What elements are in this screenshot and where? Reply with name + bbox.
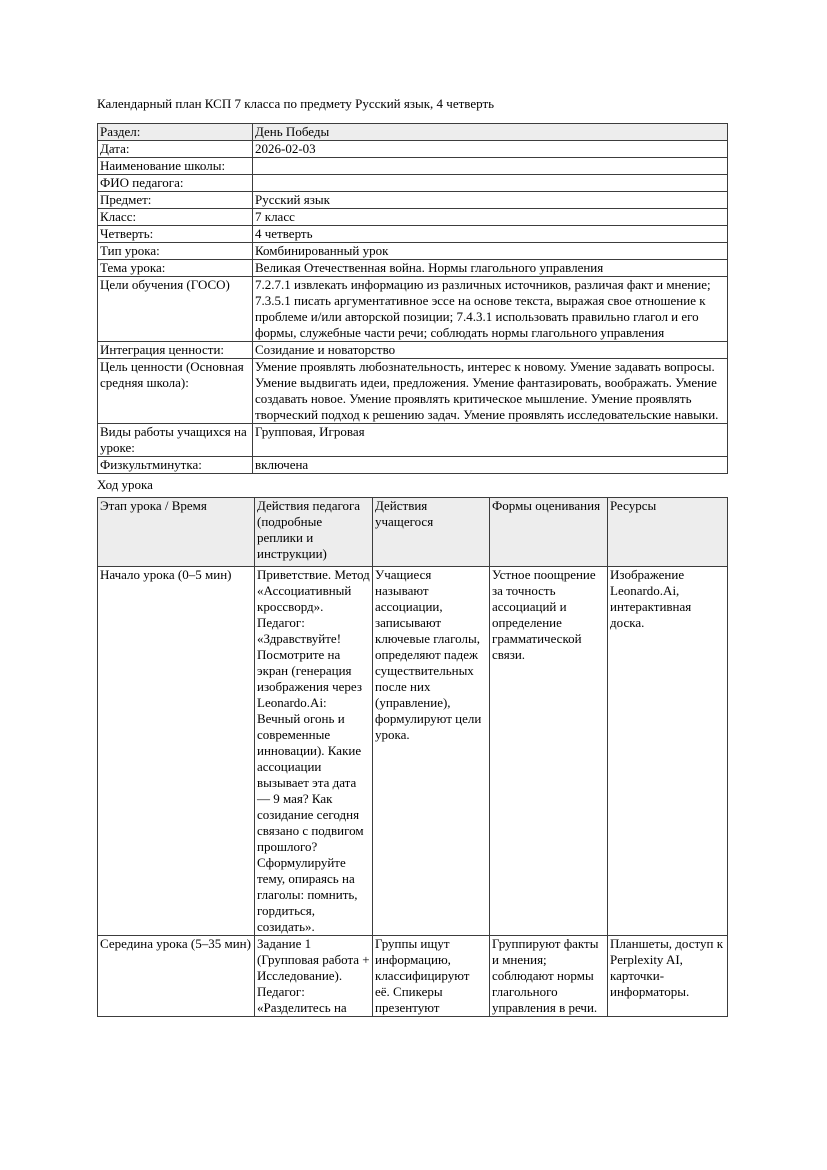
table-row [98, 209, 728, 226]
row-value: Созидание и новаторство [253, 342, 728, 359]
teacher-actions-cell: Задание 1 (Групповая работа + Исследование). Педагог: «Разделитесь на [255, 936, 373, 1017]
table-row [98, 936, 728, 1017]
row-label: Тип урока: [98, 243, 253, 260]
table-row [98, 457, 728, 474]
stage-cell: Середина урока (5–35 мин) [98, 936, 255, 1017]
row-value: 2026-02-03 [253, 141, 728, 158]
row-label: Дата: [98, 141, 253, 158]
row-label: Раздел: [98, 124, 253, 141]
table-row [98, 141, 728, 158]
row-label: Наименование школы: [98, 158, 253, 175]
row-label: Цели обучения (ГОСО) [98, 277, 253, 342]
row-label: Виды работы учащихся на уроке: [98, 424, 253, 457]
row-value: Групповая, Игровая [253, 424, 728, 457]
row-label: Цель ценности (Основная средняя школа): [98, 359, 253, 424]
row-label: ФИО педагога: [98, 175, 253, 192]
row-value: Русский язык [253, 192, 728, 209]
header-cell-stage: Этап урока / Время [98, 498, 255, 567]
row-value: Комбинированный урок [253, 243, 728, 260]
row-value [253, 175, 728, 192]
row-label: Четверть: [98, 226, 253, 243]
row-value: День Победы [253, 124, 728, 141]
table-row [98, 567, 728, 936]
row-label: Тема урока: [98, 260, 253, 277]
document-content [97, 96, 727, 1017]
row-value: 7.2.7.1 извлекать информацию из различных источников, различая факт и мнение; 7.3.5.1 писать аргументативное эссе на основе текста, выражая свое отношение к проблеме и/или авторской позиции; 7.4.3.1 использовать правильно глагол и его формы, служебные части речи; соблюдать нормы глагольного управления [253, 277, 728, 342]
row-label: Предмет: [98, 192, 253, 209]
row-value: Умение проявлять любознательность, интерес к новому. Умение задавать вопросы. Умение выдвигать идеи, предложения. Умение фантазировать, воображать. Умение создавать новое. Умение проявлять критическое мышление. Умение проявлять творческий подход к решению задач. Умение проявлять исследовательские навыки. [253, 359, 728, 424]
lesson-info-table [97, 123, 728, 474]
resources-cell: Изображение Leonardo.Ai, интерактивная доска. [608, 567, 728, 936]
row-label: Класс: [98, 209, 253, 226]
row-value: 7 класс [253, 209, 728, 226]
page-title: Календарный план КСП 7 класса по предмету Русский язык, 4 четверть [97, 96, 495, 111]
assessment-cell: Группируют факты и мнения; соблюдают нормы глагольного управления в речи. [490, 936, 608, 1017]
row-value [253, 158, 728, 175]
section-heading: Ход урока [97, 477, 153, 492]
header-cell-resources: Ресурсы [608, 498, 728, 567]
table-row [98, 226, 728, 243]
table-row [98, 124, 728, 141]
stage-cell: Начало урока (0–5 мин) [98, 567, 255, 936]
table-row [98, 424, 728, 457]
header-cell-teacher: Действия педагога (подробные реплики и инструкции) [255, 498, 373, 567]
resources-cell: Планшеты, доступ к Perplexity AI, карточки-информаторы. [608, 936, 728, 1017]
table-row [98, 342, 728, 359]
lesson-flow-table [97, 497, 728, 1017]
student-actions-cell: Учащиеся называют ассоциации, записывают ключевые глаголы, определяют падеж существительных после них (управление), формулируют цели урока. [373, 567, 490, 936]
header-cell-student: Действия учащегося [373, 498, 490, 567]
table-row [98, 192, 728, 209]
row-value: Великая Отечественная война. Нормы глагольного управления [253, 260, 728, 277]
table-row [98, 277, 728, 342]
table-row [98, 175, 728, 192]
row-value: включена [253, 457, 728, 474]
table-row [98, 260, 728, 277]
table-row [98, 243, 728, 260]
row-label: Интеграция ценности: [98, 342, 253, 359]
teacher-actions-cell: Приветствие. Метод «Ассоциативный кроссворд». Педагог: «Здравствуйте! Посмотрите на экран (генерация изображения через Leonardo.Ai: Вечный огонь и современные инновации). Какие ассоциации вызывает эта дата — 9 мая? Как созидание сегодня связано с подвигом прошлого? Сформулируйте тему, опираясь на глаголы: помнить, гордиться, созидать». [255, 567, 373, 936]
student-actions-cell: Группы ищут информацию, классифицируют её. Спикеры презентуют [373, 936, 490, 1017]
table-row [98, 158, 728, 175]
header-row [98, 498, 728, 567]
row-label: Физкультминутка: [98, 457, 253, 474]
header-cell-assessment: Формы оценивания [490, 498, 608, 567]
assessment-cell: Устное поощрение за точность ассоциаций и определение грамматической связи. [490, 567, 608, 936]
table-row [98, 359, 728, 424]
row-value: 4 четверть [253, 226, 728, 243]
